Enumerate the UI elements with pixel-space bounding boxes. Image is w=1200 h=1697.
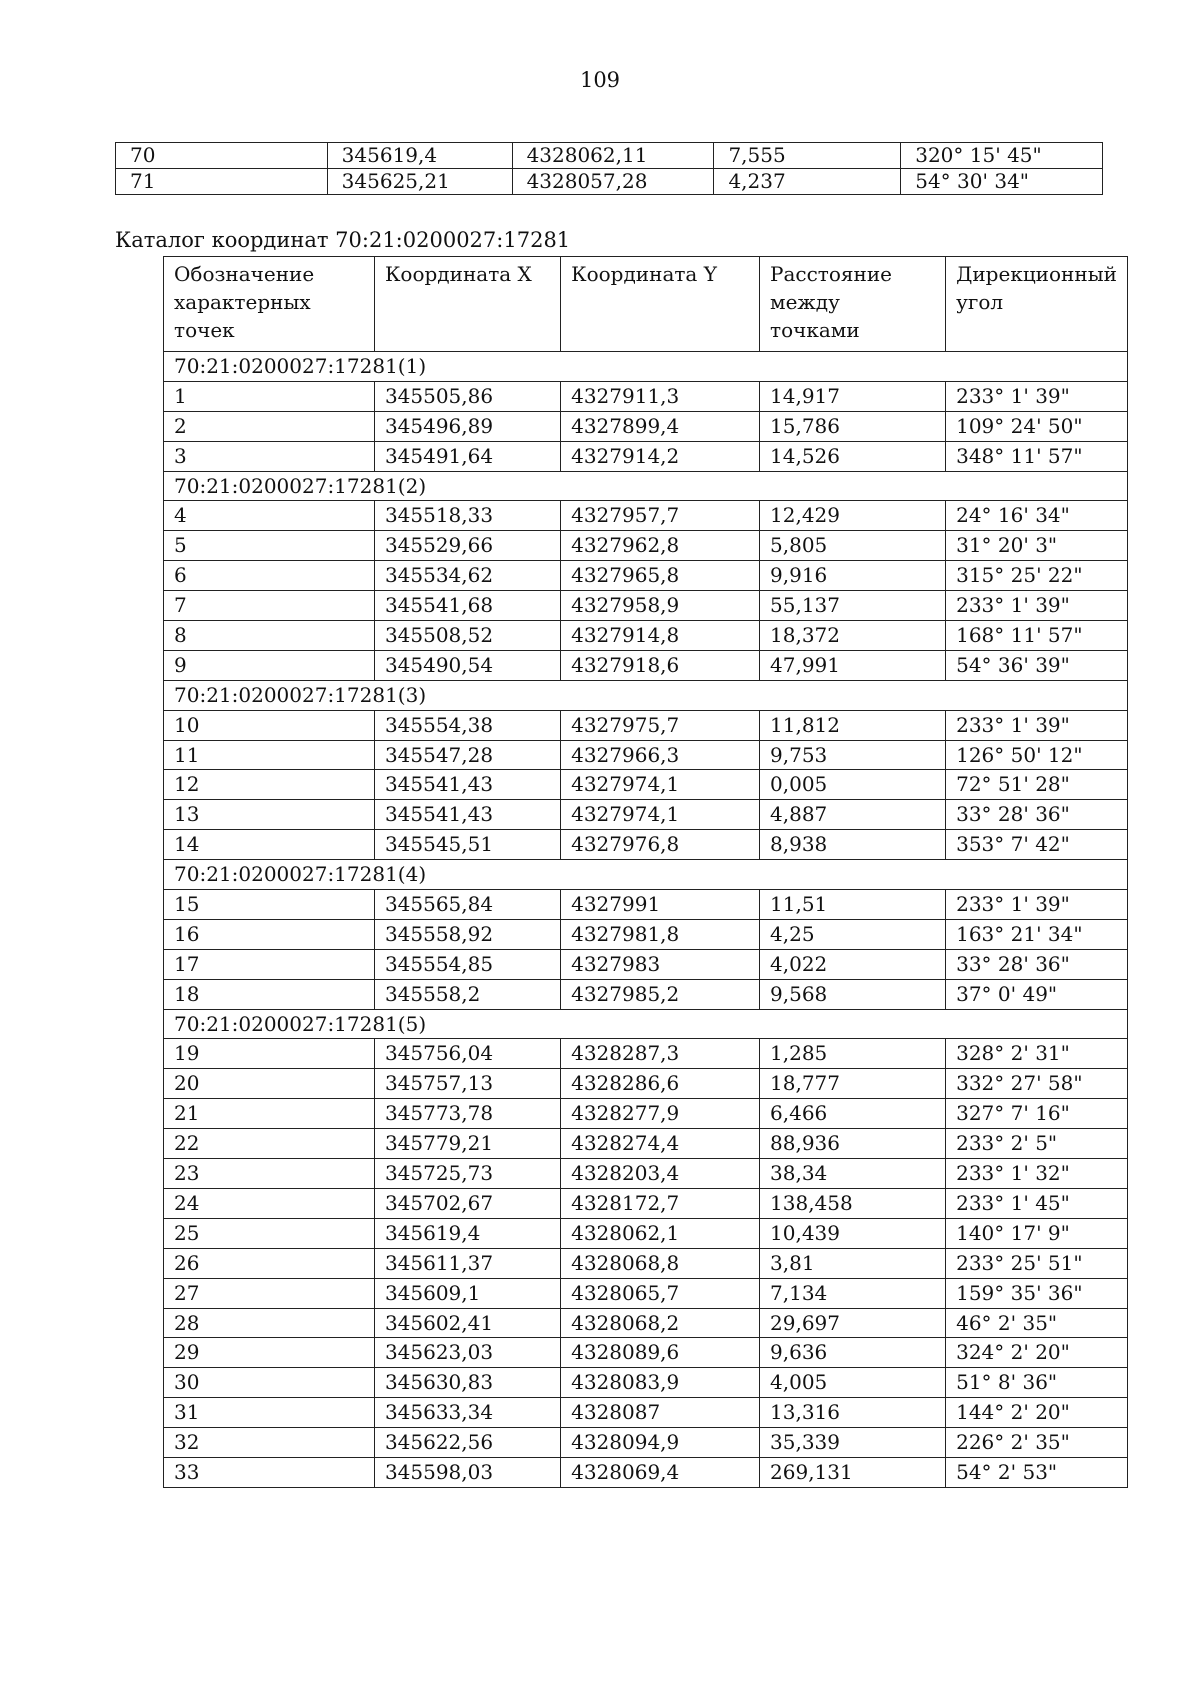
y-cell: 4328087: [561, 1398, 760, 1428]
y-cell: 4328065,7: [561, 1278, 760, 1308]
point-cell: 18: [164, 979, 375, 1009]
point-cell: 25: [164, 1218, 375, 1248]
y-cell: 4328068,8: [561, 1248, 760, 1278]
x-cell: 345541,68: [374, 591, 560, 621]
x-cell: 345757,13: [374, 1069, 560, 1099]
x-cell: 345558,2: [374, 979, 560, 1009]
table-row: [164, 1188, 1128, 1218]
angle-cell: 233° 25' 51": [946, 1248, 1128, 1278]
group-label: 70:21:0200027:17281(4): [164, 860, 1128, 890]
group-label: 70:21:0200027:17281(5): [164, 1009, 1128, 1039]
table-row: [164, 381, 1128, 411]
y-cell: 4327985,2: [561, 979, 760, 1009]
table-row: [164, 1069, 1128, 1099]
x-cell: 345602,41: [374, 1308, 560, 1338]
distance-cell: 6,466: [760, 1099, 946, 1129]
y-cell: 4328277,9: [561, 1099, 760, 1129]
distance-cell: 4,887: [760, 800, 946, 830]
distance-cell: 4,005: [760, 1368, 946, 1398]
table-row: [164, 949, 1128, 979]
x-cell: 345619,4: [374, 1218, 560, 1248]
angle-cell: 31° 20' 3": [946, 531, 1128, 561]
header-distance: Расстояние между точками: [760, 257, 946, 352]
y-cell: 4327974,1: [561, 800, 760, 830]
table-row: [164, 531, 1128, 561]
table-row: [164, 411, 1128, 441]
group-row: [164, 1009, 1128, 1039]
distance-cell: 18,372: [760, 621, 946, 651]
x-cell: 345725,73: [374, 1159, 560, 1189]
x-cell: 345619,4: [327, 143, 512, 169]
distance-cell: 47,991: [760, 650, 946, 680]
table-row: [164, 1368, 1128, 1398]
distance-cell: 38,34: [760, 1159, 946, 1189]
distance-cell: 3,81: [760, 1248, 946, 1278]
y-cell: 4327899,4: [561, 411, 760, 441]
table-row: [164, 1218, 1128, 1248]
point-cell: 23: [164, 1159, 375, 1189]
angle-cell: 320° 15' 45": [901, 143, 1103, 169]
y-cell: 4327976,8: [561, 830, 760, 860]
point-cell: 30: [164, 1368, 375, 1398]
angle-cell: 233° 1' 39": [946, 381, 1128, 411]
angle-cell: 163° 21' 34": [946, 919, 1128, 949]
table-row: [164, 830, 1128, 860]
angle-cell: 54° 36' 39": [946, 650, 1128, 680]
angle-cell: 109° 24' 50": [946, 411, 1128, 441]
point-cell: 12: [164, 770, 375, 800]
point-cell: 15: [164, 890, 375, 920]
distance-cell: 35,339: [760, 1428, 946, 1458]
table-row: [164, 710, 1128, 740]
angle-cell: 233° 1' 32": [946, 1159, 1128, 1189]
x-cell: 345609,1: [374, 1278, 560, 1308]
header-coordinate-x: Координата X: [374, 257, 560, 352]
point-cell: 5: [164, 531, 375, 561]
x-cell: 345702,67: [374, 1188, 560, 1218]
y-cell: 4328287,3: [561, 1039, 760, 1069]
x-cell: 345625,21: [327, 169, 512, 195]
angle-cell: 315° 25' 22": [946, 561, 1128, 591]
x-cell: 345529,66: [374, 531, 560, 561]
angle-cell: 33° 28' 36": [946, 800, 1128, 830]
distance-cell: 29,697: [760, 1308, 946, 1338]
table-row: [164, 1398, 1128, 1428]
distance-cell: 18,777: [760, 1069, 946, 1099]
x-cell: 345547,28: [374, 740, 560, 770]
distance-cell: 9,568: [760, 979, 946, 1009]
point-cell: 26: [164, 1248, 375, 1278]
header-coordinate-y: Координата Y: [561, 257, 760, 352]
y-cell: 4328286,6: [561, 1069, 760, 1099]
y-cell: 4327918,6: [561, 650, 760, 680]
y-cell: 4328172,7: [561, 1188, 760, 1218]
angle-cell: 233° 1' 39": [946, 591, 1128, 621]
y-cell: 4327914,2: [561, 441, 760, 471]
distance-cell: 55,137: [760, 591, 946, 621]
y-cell: 4328274,4: [561, 1129, 760, 1159]
x-cell: 345773,78: [374, 1099, 560, 1129]
table-row: [116, 169, 1103, 195]
angle-cell: 327° 7' 16": [946, 1099, 1128, 1129]
table-row: [164, 561, 1128, 591]
point-cell: 13: [164, 800, 375, 830]
header-row: [164, 257, 1128, 352]
table-row: [164, 591, 1128, 621]
y-cell: 4327958,9: [561, 591, 760, 621]
point-cell: 33: [164, 1457, 375, 1487]
point-cell: 8: [164, 621, 375, 651]
group-label: 70:21:0200027:17281(2): [164, 471, 1128, 501]
x-cell: 345623,03: [374, 1338, 560, 1368]
table-row: [164, 1338, 1128, 1368]
point-cell: 28: [164, 1308, 375, 1338]
x-cell: 345558,92: [374, 919, 560, 949]
distance-cell: 14,526: [760, 441, 946, 471]
point-cell: 2: [164, 411, 375, 441]
y-cell: 4327957,7: [561, 501, 760, 531]
x-cell: 345756,04: [374, 1039, 560, 1069]
y-cell: 4328083,9: [561, 1368, 760, 1398]
x-cell: 345611,37: [374, 1248, 560, 1278]
distance-cell: 9,916: [760, 561, 946, 591]
angle-cell: 46° 2' 35": [946, 1308, 1128, 1338]
table-row: [164, 740, 1128, 770]
y-cell: 4327966,3: [561, 740, 760, 770]
point-cell: 71: [116, 169, 328, 195]
angle-cell: 324° 2' 20": [946, 1338, 1128, 1368]
distance-cell: 9,636: [760, 1338, 946, 1368]
y-cell: 4327911,3: [561, 381, 760, 411]
distance-cell: 4,022: [760, 949, 946, 979]
table-row: [164, 1308, 1128, 1338]
angle-cell: 140° 17' 9": [946, 1218, 1128, 1248]
group-row: [164, 471, 1128, 501]
angle-cell: 24° 16' 34": [946, 501, 1128, 531]
group-label: 70:21:0200027:17281(3): [164, 680, 1128, 710]
distance-cell: 8,938: [760, 830, 946, 860]
angle-cell: 33° 28' 36": [946, 949, 1128, 979]
table-row: [164, 1039, 1128, 1069]
x-cell: 345490,54: [374, 650, 560, 680]
x-cell: 345630,83: [374, 1368, 560, 1398]
table-row: [164, 1129, 1128, 1159]
table-row: [164, 441, 1128, 471]
x-cell: 345505,86: [374, 381, 560, 411]
distance-cell: 13,316: [760, 1398, 946, 1428]
point-cell: 24: [164, 1188, 375, 1218]
point-cell: 17: [164, 949, 375, 979]
x-cell: 345554,38: [374, 710, 560, 740]
x-cell: 345496,89: [374, 411, 560, 441]
x-cell: 345518,33: [374, 501, 560, 531]
x-cell: 345508,52: [374, 621, 560, 651]
y-cell: 4327962,8: [561, 531, 760, 561]
x-cell: 345541,43: [374, 770, 560, 800]
y-cell: 4328094,9: [561, 1428, 760, 1458]
x-cell: 345598,03: [374, 1457, 560, 1487]
angle-cell: 126° 50' 12": [946, 740, 1128, 770]
y-cell: 4328062,1: [561, 1218, 760, 1248]
table-row: [164, 650, 1128, 680]
distance-cell: 11,51: [760, 890, 946, 920]
table-row: [164, 1428, 1128, 1458]
y-cell: 4328203,4: [561, 1159, 760, 1189]
point-cell: 3: [164, 441, 375, 471]
table-row: [164, 1457, 1128, 1487]
table-row: [164, 890, 1128, 920]
distance-cell: 88,936: [760, 1129, 946, 1159]
point-cell: 6: [164, 561, 375, 591]
x-cell: 345565,84: [374, 890, 560, 920]
table-row: [164, 1278, 1128, 1308]
y-cell: 4328089,6: [561, 1338, 760, 1368]
table-row: [164, 621, 1128, 651]
distance-cell: 11,812: [760, 710, 946, 740]
point-cell: 20: [164, 1069, 375, 1099]
angle-cell: 51° 8' 36": [946, 1368, 1128, 1398]
point-cell: 9: [164, 650, 375, 680]
table-row: [164, 979, 1128, 1009]
x-cell: 345554,85: [374, 949, 560, 979]
table-row: [164, 800, 1128, 830]
y-cell: 4328062,11: [512, 143, 714, 169]
group-label: 70:21:0200027:17281(1): [164, 352, 1128, 382]
angle-cell: 353° 7' 42": [946, 830, 1128, 860]
table-row: [116, 143, 1103, 169]
angle-cell: 233° 1' 45": [946, 1188, 1128, 1218]
point-cell: 11: [164, 740, 375, 770]
angle-cell: 168° 11' 57": [946, 621, 1128, 651]
angle-cell: 37° 0' 49": [946, 979, 1128, 1009]
point-cell: 16: [164, 919, 375, 949]
distance-cell: 5,805: [760, 531, 946, 561]
y-cell: 4327974,1: [561, 770, 760, 800]
angle-cell: 233° 1' 39": [946, 890, 1128, 920]
angle-cell: 159° 35' 36": [946, 1278, 1128, 1308]
continuation-table: [115, 142, 1103, 195]
x-cell: 345633,34: [374, 1398, 560, 1428]
header-direction-angle: Дирекционный угол: [946, 257, 1128, 352]
distance-cell: 10,439: [760, 1218, 946, 1248]
angle-cell: 233° 1' 39": [946, 710, 1128, 740]
point-cell: 22: [164, 1129, 375, 1159]
point-cell: 1: [164, 381, 375, 411]
distance-cell: 12,429: [760, 501, 946, 531]
distance-cell: 7,555: [714, 143, 901, 169]
point-cell: 27: [164, 1278, 375, 1308]
y-cell: 4328069,4: [561, 1457, 760, 1487]
distance-cell: 1,285: [760, 1039, 946, 1069]
point-cell: 7: [164, 591, 375, 621]
x-cell: 345491,64: [374, 441, 560, 471]
distance-cell: 0,005: [760, 770, 946, 800]
x-cell: 345534,62: [374, 561, 560, 591]
x-cell: 345545,51: [374, 830, 560, 860]
distance-cell: 14,917: [760, 381, 946, 411]
x-cell: 345541,43: [374, 800, 560, 830]
catalog-caption: Каталог координат 70:21:0200027:17281: [115, 228, 571, 252]
point-cell: 32: [164, 1428, 375, 1458]
table-row: [164, 1159, 1128, 1189]
angle-cell: 54° 2' 53": [946, 1457, 1128, 1487]
distance-cell: 4,25: [760, 919, 946, 949]
table-row: [164, 770, 1128, 800]
point-cell: 4: [164, 501, 375, 531]
angle-cell: 54° 30' 34": [901, 169, 1103, 195]
y-cell: 4328068,2: [561, 1308, 760, 1338]
y-cell: 4327975,7: [561, 710, 760, 740]
table-row: [164, 1248, 1128, 1278]
point-cell: 10: [164, 710, 375, 740]
point-cell: 70: [116, 143, 328, 169]
x-cell: 345622,56: [374, 1428, 560, 1458]
group-row: [164, 352, 1128, 382]
angle-cell: 144° 2' 20": [946, 1398, 1128, 1428]
table-row: [164, 919, 1128, 949]
y-cell: 4327965,8: [561, 561, 760, 591]
y-cell: 4327914,8: [561, 621, 760, 651]
point-cell: 21: [164, 1099, 375, 1129]
point-cell: 29: [164, 1338, 375, 1368]
point-cell: 14: [164, 830, 375, 860]
table-row: [164, 1099, 1128, 1129]
point-cell: 19: [164, 1039, 375, 1069]
angle-cell: 72° 51' 28": [946, 770, 1128, 800]
x-cell: 345779,21: [374, 1129, 560, 1159]
angle-cell: 348° 11' 57": [946, 441, 1128, 471]
y-cell: 4327981,8: [561, 919, 760, 949]
distance-cell: 138,458: [760, 1188, 946, 1218]
table-row: [164, 501, 1128, 531]
distance-cell: 15,786: [760, 411, 946, 441]
page-number: 109: [579, 68, 621, 92]
header-point-designation: Обозначение характерных точек: [164, 257, 375, 352]
distance-cell: 9,753: [760, 740, 946, 770]
group-row: [164, 680, 1128, 710]
angle-cell: 226° 2' 35": [946, 1428, 1128, 1458]
coordinates-catalog-table: [163, 256, 1128, 1488]
point-cell: 31: [164, 1398, 375, 1428]
angle-cell: 233° 2' 5": [946, 1129, 1128, 1159]
y-cell: 4328057,28: [512, 169, 714, 195]
group-row: [164, 860, 1128, 890]
distance-cell: 7,134: [760, 1278, 946, 1308]
angle-cell: 328° 2' 31": [946, 1039, 1128, 1069]
angle-cell: 332° 27' 58": [946, 1069, 1128, 1099]
distance-cell: 4,237: [714, 169, 901, 195]
distance-cell: 269,131: [760, 1457, 946, 1487]
y-cell: 4327983: [561, 949, 760, 979]
y-cell: 4327991: [561, 890, 760, 920]
